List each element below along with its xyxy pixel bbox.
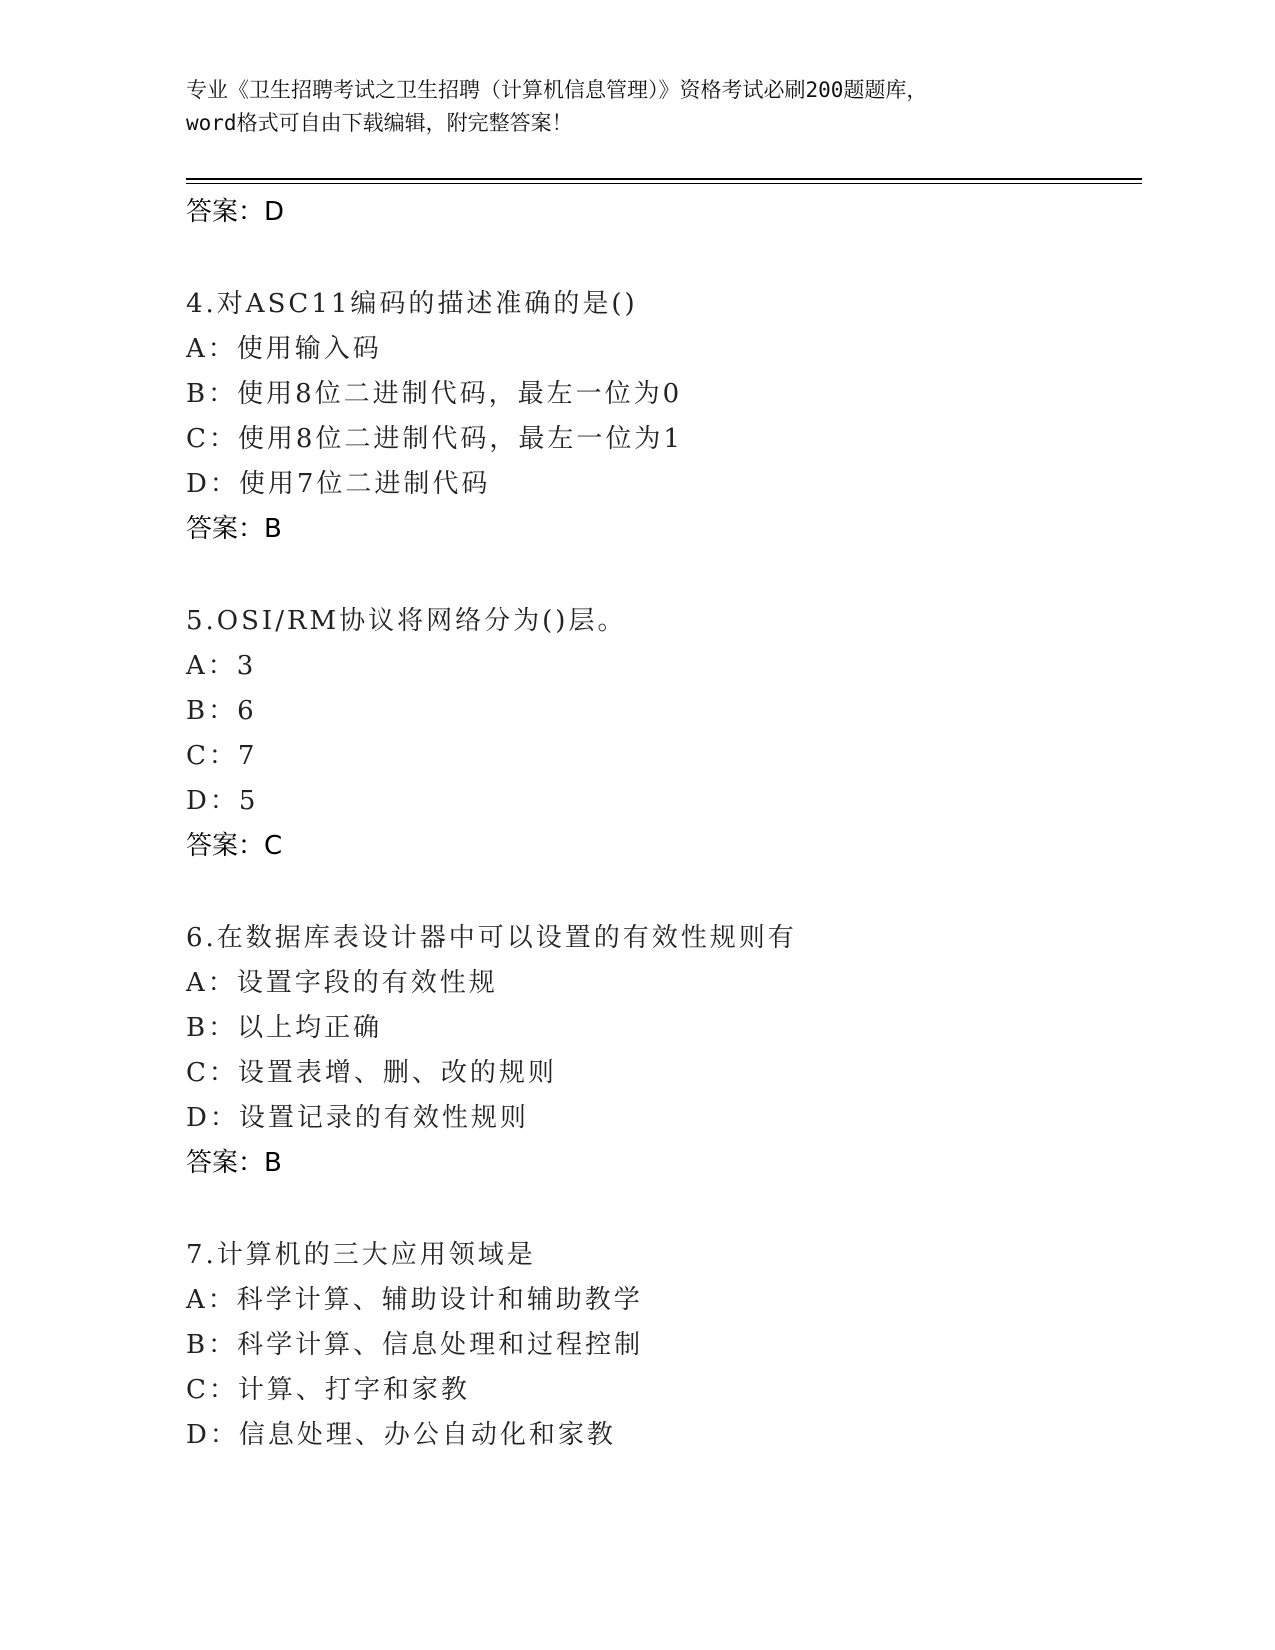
- option-a: A：科学计算、辅助设计和辅助教学: [186, 1285, 643, 1315]
- option-a: A：使用输入码: [186, 334, 382, 364]
- option-c: C：计算、打字和家教: [186, 1375, 470, 1405]
- question-stem: 5.OSI/RM协议将网络分为()层。: [186, 606, 627, 636]
- option-c: C：使用8位二进制代码，最左一位为1: [186, 424, 683, 454]
- option-a: A：3: [186, 651, 257, 681]
- answer-line: 答案：B: [186, 514, 282, 544]
- question-stem: 6.在数据库表设计器中可以设置的有效性规则有: [186, 923, 797, 953]
- header-rule-thin: [186, 183, 1142, 184]
- answer-line: 答案：D: [186, 197, 285, 227]
- question-block: [186, 599, 1136, 869]
- option-b: B：使用8位二进制代码，最左一位为0: [186, 379, 683, 409]
- option-c: C：设置表增、删、改的规则: [186, 1058, 557, 1088]
- option-d: D：使用7位二进制代码: [186, 469, 491, 499]
- option-b: B：以上均正确: [186, 1013, 383, 1043]
- option-d: D：5: [186, 786, 259, 816]
- question-stem: 7.计算机的三大应用领域是: [186, 1240, 536, 1270]
- option-a: A：设置字段的有效性规: [186, 968, 498, 998]
- question-block: [186, 916, 1136, 1186]
- answer-line: 答案：C: [186, 831, 283, 861]
- document-header: [186, 74, 1086, 140]
- answer-line: 答案：B: [186, 1148, 282, 1178]
- header-rule-thick: [186, 178, 1142, 180]
- header-line-1: 专业《卫生招聘考试之卫生招聘（计算机信息管理）》资格考试必刷200题题库，: [186, 78, 928, 102]
- option-c: C：7: [186, 741, 258, 771]
- option-b: B：科学计算、信息处理和过程控制: [186, 1330, 644, 1360]
- question-block: [186, 282, 1136, 552]
- question-stem: 4.对ASC11编码的描述准确的是(): [186, 289, 638, 319]
- option-b: B：6: [186, 696, 257, 726]
- header-line-2: word格式可自由下载编辑，附完整答案！: [186, 111, 573, 135]
- option-d: D：信息处理、办公自动化和家教: [186, 1420, 616, 1450]
- document-body: [186, 190, 1136, 1458]
- option-d: D：设置记录的有效性规则: [186, 1103, 529, 1133]
- question-block: [186, 1233, 1136, 1458]
